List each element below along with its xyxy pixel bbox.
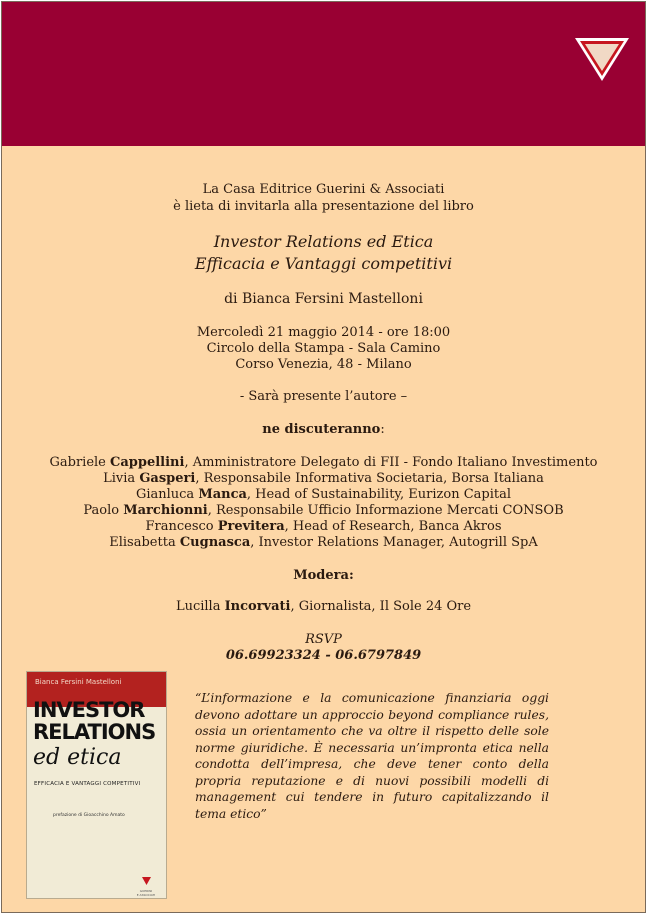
header-banner	[2, 2, 645, 146]
speaker-first-name: Elisabetta	[109, 535, 180, 550]
book-cover-publisher-name-2: E ASSOCIATI	[136, 893, 156, 897]
speaker-last-name: Cugnasca	[179, 535, 251, 550]
book-cover-title-line3: ed etica	[33, 745, 122, 770]
book-cover-image	[26, 671, 167, 899]
speaker-last-name: Gasperi	[139, 471, 196, 486]
moderator-row	[2, 599, 645, 615]
moderator-last-name: Incorvati	[224, 599, 291, 614]
speaker-first-name: Gabriele	[49, 455, 110, 470]
speaker-last-name: Previtera	[217, 519, 285, 534]
speaker-role: , Amministratore Delegato di FII - Fondo Italiano Investimento	[184, 455, 598, 470]
publisher-line: La Casa Editrice Guerini & Associati	[202, 182, 445, 197]
moderator-first-name: Lucilla	[175, 599, 225, 614]
speaker-row	[2, 503, 645, 519]
book-title-line2: Efficacia e Vantaggi competitivi	[194, 254, 453, 273]
book-cover-title-line2: RELATIONS	[33, 720, 156, 744]
discussion-colon: :	[380, 422, 385, 437]
moderator-role: , Giornalista, Il Sole 24 Ore	[290, 599, 472, 614]
book-cover-author: Bianca Fersini Mastelloni	[35, 678, 122, 686]
speaker-row	[2, 455, 645, 471]
event-address: Corso Venezia, 48 - Milano	[235, 357, 412, 372]
book-author: di Bianca Fersini Mastelloni	[224, 291, 423, 307]
moderator-heading: Modera:	[293, 568, 354, 583]
speaker-first-name: Gianluca	[135, 487, 199, 502]
speaker-role: , Investor Relations Manager, Autogrill SpA	[250, 535, 538, 550]
speaker-role: , Responsabile Informativa Societaria, Borsa Italiana	[195, 471, 544, 486]
speaker-role: , Head of Sustainability, Eurizon Capital	[246, 487, 512, 502]
speaker-last-name: Manca	[198, 487, 247, 502]
event-date: Mercoledì 21 maggio 2014 - ore 18:00	[196, 325, 451, 340]
speaker-last-name: Marchionni	[123, 503, 208, 518]
speaker-first-name: Livia	[103, 471, 140, 486]
invitation-page	[1, 1, 646, 913]
book-quote: “L’informazione e la comunicazione finanziaria oggi devono adottare un approccio beyond compliance rules, ossia un orientamento che va oltre il rispetto delle sole norme giuridiche. È necessaria un’impronta etica nella condotta dell’impresa, che deve tener conto della propria reputazione e di nuovi possibili modelli di management cui tendere in futuro capitalizzando il tema etico”	[195, 691, 549, 821]
discussion-label: ne discuteranno	[262, 422, 381, 437]
event-venue: Circolo della Stampa - Sala Camino	[206, 341, 441, 356]
speaker-row	[2, 519, 645, 535]
book-cover-publisher-name: GUERINI	[139, 889, 153, 893]
publisher-logo-icon	[142, 877, 151, 885]
book-title-line1: Investor Relations ed Etica	[213, 232, 434, 251]
rsvp-label: RSVP	[305, 632, 342, 647]
rsvp-phones: 06.69923324 - 06.6797849	[225, 648, 422, 663]
author-presence-note: - Sarà presente l’autore –	[239, 389, 408, 404]
book-cover-preface: prefazione di Gioacchino Amato	[53, 813, 125, 818]
speaker-row	[2, 487, 645, 503]
speaker-row	[2, 535, 645, 551]
guerini-triangle-logo-icon	[573, 35, 631, 83]
book-cover-title-line1: INVESTOR	[33, 698, 145, 722]
book-cover-publisher	[135, 870, 157, 897]
speaker-role: , Responsabile Ufficio Informazione Mercati CONSOB	[207, 503, 564, 518]
speaker-role: , Head of Research, Banca Akros	[284, 519, 502, 534]
discussion-heading	[2, 422, 645, 438]
speaker-row	[2, 471, 645, 487]
book-cover-subtitle: EFFICACIA E VANTAGGI COMPETITIVI	[34, 781, 141, 787]
speaker-first-name: Paolo	[83, 503, 124, 518]
speaker-last-name: Cappellini	[110, 455, 185, 470]
invitation-line: è lieta di invitarla alla presentazione del libro	[173, 199, 474, 214]
speaker-first-name: Francesco	[145, 519, 218, 534]
